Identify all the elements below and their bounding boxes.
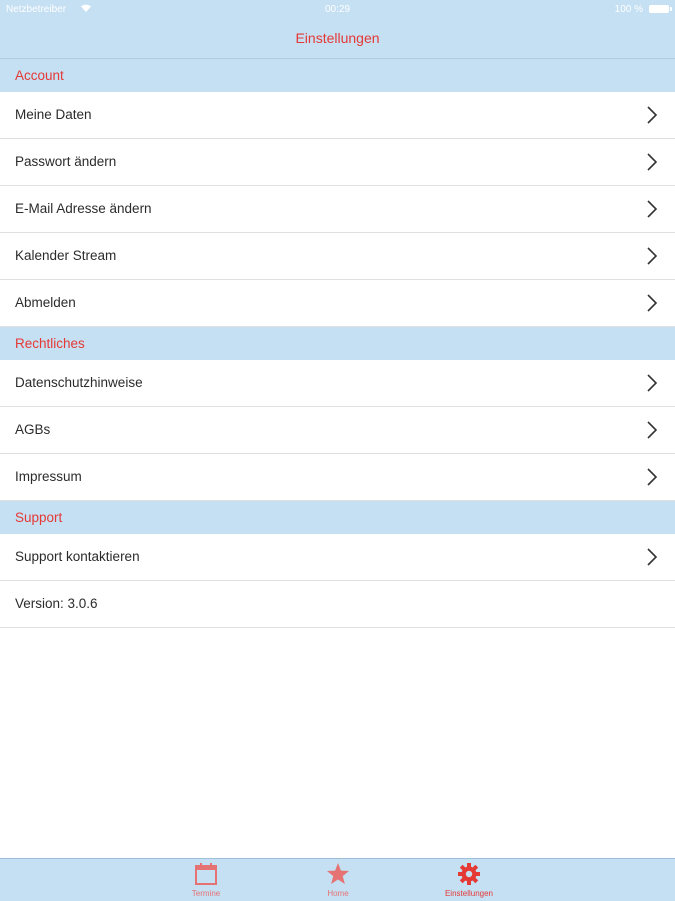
row-label: Support kontaktieren <box>15 549 140 564</box>
tab-label: Einstellungen <box>444 889 494 898</box>
row-label: E-Mail Adresse ändern <box>15 201 152 216</box>
chevron-right-icon <box>646 548 658 566</box>
chevron-right-icon <box>646 106 658 124</box>
tab-einstellungen[interactable] <box>414 859 524 901</box>
row-label: Impressum <box>15 469 82 484</box>
page-title: Einstellungen <box>295 30 380 46</box>
chevron-right-icon <box>646 468 658 486</box>
tab-home[interactable] <box>283 859 393 901</box>
chevron-right-icon <box>646 294 658 312</box>
battery-icon <box>649 5 669 13</box>
star-icon <box>326 862 350 886</box>
row-email-aendern[interactable] <box>0 186 675 233</box>
tab-termine[interactable] <box>151 859 261 901</box>
chevron-right-icon <box>646 374 658 392</box>
tab-bar <box>0 858 675 901</box>
row-label: Abmelden <box>15 295 76 310</box>
chevron-right-icon <box>646 247 658 265</box>
version-label: Version: 3.0.6 <box>15 596 98 611</box>
row-support-kontaktieren[interactable] <box>0 534 675 581</box>
row-label: Kalender Stream <box>15 248 117 263</box>
navigation-bar <box>0 0 675 59</box>
clock: 00:29 <box>324 4 351 15</box>
section-header-rechtliches: Rechtliches <box>0 327 675 360</box>
row-meine-daten[interactable] <box>0 92 675 139</box>
row-label: AGBs <box>15 422 51 437</box>
row-label: Passwort ändern <box>15 154 117 169</box>
row-datenschutzhinweise[interactable] <box>0 360 675 407</box>
row-kalender-stream[interactable] <box>0 233 675 280</box>
row-agbs[interactable] <box>0 407 675 454</box>
row-impressum[interactable] <box>0 454 675 501</box>
settings-list <box>0 59 675 628</box>
gear-icon <box>457 862 481 886</box>
row-label: Datenschutzhinweise <box>15 375 143 390</box>
row-passwort-aendern[interactable] <box>0 139 675 186</box>
row-abmelden[interactable] <box>0 280 675 327</box>
battery-percent: 100 % <box>614 4 643 15</box>
tab-label: Termine <box>191 889 221 898</box>
tab-label: Home <box>327 889 349 898</box>
chevron-right-icon <box>646 153 658 171</box>
chevron-right-icon <box>646 200 658 218</box>
section-header-support: Support <box>0 501 675 534</box>
section-header-account: Account <box>0 59 675 92</box>
row-version <box>0 581 675 628</box>
row-label: Meine Daten <box>15 107 92 122</box>
carrier-label: Netzbetreiber <box>6 4 67 15</box>
calendar-icon <box>194 862 218 886</box>
chevron-right-icon <box>646 421 658 439</box>
status-bar <box>0 0 675 20</box>
